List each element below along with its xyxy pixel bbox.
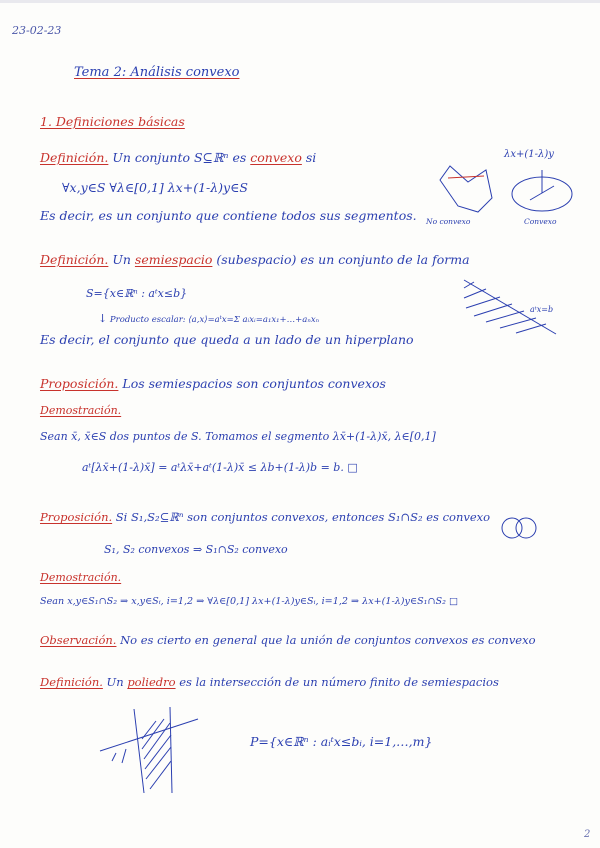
- halfspace-explanation: Es decir, el conjunto que queda a un lado de un hiperplano: [40, 332, 414, 347]
- intersection-sketch: [500, 516, 540, 540]
- hatch: [466, 297, 500, 308]
- proof-label-text: Demostración.: [40, 571, 122, 584]
- arrow-down-icon: ↓: [98, 312, 108, 325]
- definition-text-b: es la intersección de un número finito de semiespacios: [179, 675, 499, 689]
- observation-label: Observación.: [40, 633, 117, 647]
- hatch: [142, 721, 156, 739]
- convex-explanation: Es decir, es un conjunto que contiene todos sus segmentos.: [40, 208, 417, 223]
- halfspace-sketch: [460, 278, 570, 338]
- boundary-line: [170, 707, 172, 793]
- halfspace-formula: S={x∈ℝⁿ : aᵗx≤b}: [86, 287, 188, 300]
- page-number: 2: [584, 829, 591, 840]
- definition-convex: [40, 152, 316, 165]
- hyperplane-label: aᵗx=b: [530, 305, 554, 314]
- hatch: [464, 289, 486, 298]
- polyhedron-formula: P={x∈ℝⁿ : aᵢᵗx≤bᵢ, i=1,…,m}: [250, 734, 433, 749]
- definition-term: convexo: [250, 150, 302, 165]
- definition-label: Definición.: [40, 150, 109, 165]
- hatch: [122, 749, 126, 763]
- proof-line: Sean x,y∈S₁∩S₂ ⇒ x,y∈Sᵢ, i=1,2 ⇒ ∀λ∈[0,1] λx+(1-λ)y∈Sᵢ, i=1,2 ⇒ λx+(1-λ)y∈S₁∩S₂ □: [40, 596, 459, 607]
- definition-term: poliedro: [127, 675, 176, 689]
- definition-term: semiespacio: [134, 252, 213, 267]
- proposition-label: Proposición.: [40, 376, 119, 391]
- definition-text-a: Un: [112, 252, 131, 267]
- proof-label-text: Demostración.: [40, 404, 122, 417]
- definition-label: Definición.: [40, 675, 103, 689]
- no-convex-label: No convexo: [426, 217, 471, 226]
- segment-label: λx+(1-λ)y: [504, 149, 554, 160]
- definition-polyhedron: [40, 677, 499, 689]
- proposition-1: [40, 378, 386, 391]
- proof-line-1: Sean x̄, x̄∈S dos puntos de S. Tomamos el segmento λx̄+(1-λ)x̄, λ∈[0,1]: [40, 430, 436, 443]
- segment-line: [448, 176, 484, 178]
- proposition-text: Si S₁,S₂⊆ℝⁿ son conjuntos convexos, entonces S₁∩S₂ es convexo: [115, 510, 491, 524]
- polyhedron-sketch: [98, 705, 208, 795]
- convex-sketch: [430, 160, 580, 240]
- observation: [40, 635, 536, 647]
- definition-halfspace: [40, 254, 470, 267]
- proposition-2: [40, 512, 490, 524]
- convex-label: Convexo: [524, 217, 557, 226]
- title-text: Tema 2: Análisis convexo: [74, 65, 240, 80]
- definition-text-b: si: [305, 150, 317, 165]
- page-title: [74, 66, 239, 79]
- date-stamp: 23-02-23: [12, 24, 62, 37]
- hatch: [500, 318, 536, 328]
- observation-text: No es cierto en general que la unión de conjuntos convexos es convexo: [120, 633, 536, 647]
- set-circle: [516, 518, 536, 538]
- page-top-edge: [0, 0, 600, 3]
- scalar-product-text: Producto escalar: ⟨a,x⟩=aᵗx=Σ aᵢxᵢ=a₁x₁+…+aₙxₙ: [109, 315, 320, 325]
- hatch: [112, 753, 116, 761]
- definition-text-a: Un conjunto S⊆ℝⁿ es: [112, 150, 247, 165]
- scalar-product-note: [98, 313, 319, 325]
- definition-text-a: Un: [106, 675, 124, 689]
- proposition-text: Los semiespacios son conjuntos convexos: [122, 376, 386, 391]
- boundary-line: [134, 709, 144, 793]
- hatch: [474, 304, 512, 316]
- proof-label: [40, 572, 121, 583]
- proof-line-2: aᵗ[λx̄+(1-λ)x̄] = aᵗλx̄+aᵗ(1-λ)x̄ ≤ λb+(1-λ)b = b. □: [82, 461, 358, 474]
- proposition-2-line-2: S₁, S₂ convexos ⇒ S₁∩S₂ convexo: [104, 543, 288, 556]
- proposition-label: Proposición.: [40, 510, 113, 524]
- definition-text-b: (subespacio) es un conjunto de la forma: [216, 252, 470, 267]
- convex-formula: ∀x,y∈S ∀λ∈[0,1] λx+(1-λ)y∈S: [62, 180, 248, 195]
- proof-label: [40, 405, 121, 416]
- hatch: [516, 324, 546, 333]
- section-heading-text: 1. Definiciones básicas: [40, 114, 185, 129]
- hatch: [486, 311, 524, 322]
- hatch: [150, 761, 171, 789]
- section-heading: [40, 116, 185, 129]
- nonconvex-shape: [440, 166, 492, 212]
- boundary-line: [100, 719, 198, 751]
- definition-label: Definición.: [40, 252, 109, 267]
